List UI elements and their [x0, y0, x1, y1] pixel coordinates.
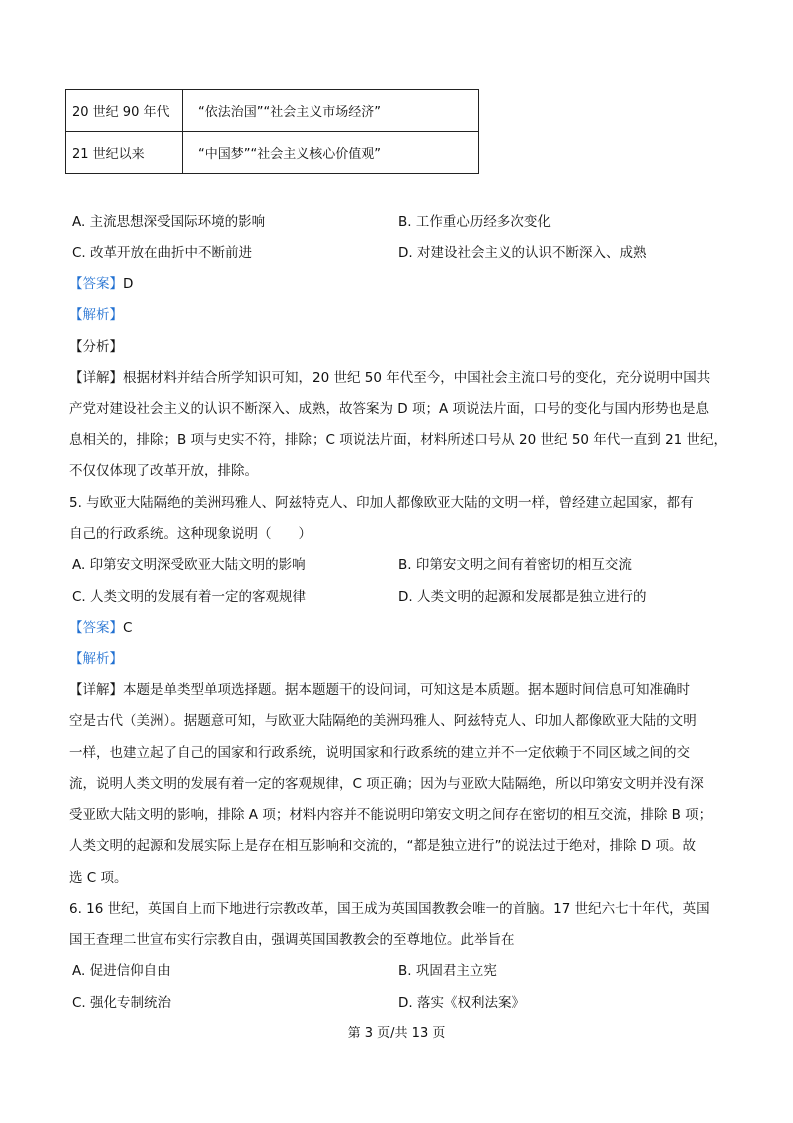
table-cell-period: 21 世纪以来	[66, 132, 183, 174]
detail-tag: 【详解】	[69, 682, 123, 698]
q5-stem-line-1: 5. 与欧亚大陆隔绝的美洲玛雅人、阿兹特克人、印加人都像欧亚大陆的文明一样，曾经建立起国家，都有	[69, 495, 694, 511]
q4-detail-line-4: 不仅仅体现了改革开放，排除。	[69, 463, 258, 479]
q5-detail-line-3: 一样，也建立起了自己的国家和行政系统，说明国家和行政系统的建立并不一定依赖于不同区域之间的交	[69, 745, 690, 761]
q6-option-a: A. 促进信仰自由	[72, 963, 171, 979]
page-footer: 第 3 页/共 13 页	[347, 1026, 446, 1041]
q5-detail-line-4: 流，说明人类文明的发展有着一定的客观规律，C 项正确；因为与亚欧大陆隔绝，所以印第安文明并没有深	[69, 776, 704, 792]
q6-stem-line-2: 国王查理二世宣布实行宗教自由，强调英国国教教会的至尊地位。此举旨在	[69, 932, 515, 948]
slogan-table	[65, 89, 479, 174]
q4-option-d: D. 对建设社会主义的认识不断深入、成熟	[398, 245, 647, 261]
q5-detail-line-2: 空是古代（美洲）。据题意可知，与欧亚大陆隔绝的美洲玛雅人、阿兹特克人、印加人都像欧亚大陆的文明	[69, 713, 697, 729]
q4-fenxi-tag: 【分析】	[69, 339, 123, 355]
answer-tag: 【答案】	[69, 620, 123, 636]
q5-detail-line-7: 选 C 项。	[69, 870, 128, 886]
q6-option-c: C. 强化专制统治	[72, 995, 172, 1011]
q5-answer-line	[69, 618, 132, 638]
q5-option-c: C. 人类文明的发展有着一定的客观规律	[72, 589, 307, 605]
q5-option-d: D. 人类文明的起源和发展都是独立进行的	[398, 589, 647, 605]
q5-answer: C	[123, 620, 133, 636]
q4-answer: D	[123, 276, 134, 292]
table-row	[66, 90, 479, 132]
q6-stem-line-1: 6. 16 世纪，英国自上而下地进行宗教改革，国王成为英国国教教会唯一的首脑。17 世纪六七十年代，英国	[69, 901, 710, 917]
answer-tag: 【答案】	[69, 276, 123, 292]
table-cell-period: 20 世纪 90 年代	[66, 90, 183, 132]
q6-option-b: B. 巩固君主立宪	[398, 963, 497, 979]
detail-tag: 【详解】	[69, 370, 123, 386]
q4-option-a: A. 主流思想深受国际环境的影响	[72, 214, 266, 230]
q5-detail-line-1	[69, 680, 690, 700]
q5-detail-line-6: 人类文明的起源和发展实际上是存在相互影响和交流的，“都是独立进行”的说法过于绝对，排除 D 项。故	[69, 838, 696, 854]
q4-answer-line	[69, 274, 133, 294]
q4-detail-line-3: 息相关的，排除；B 项与史实不符，排除；C 项说法片面，材料所述口号从 20 世纪 50 年代一直到 21 世纪，	[69, 432, 728, 448]
q5-option-a: A. 印第安文明深受欧亚大陆文明的影响	[72, 557, 306, 573]
q5-detail-line-5: 受亚欧大陆文明的影响，排除 A 项；材料内容并不能说明印第安文明之间存在密切的相互交流，排除 B 项；	[69, 807, 713, 823]
detail-text: 根据材料并结合所学知识可知，20 世纪 50 年代至今，中国社会主流口号的变化，充分说明中国共	[123, 370, 711, 386]
q4-detail-line-2: 产党对建设社会主义的认识不断深入、成熟，故答案为 D 项；A 项说法片面，口号的变化与国内形势也是息	[69, 401, 710, 417]
q5-analysis-tag: 【解析】	[69, 651, 123, 667]
q4-option-c: C. 改革开放在曲折中不断前进	[72, 245, 253, 261]
q5-stem-line-2: 自己的行政系统。这种现象说明（ ）	[69, 526, 312, 542]
table-row	[66, 132, 479, 174]
table-cell-slogans: “中国梦”“社会主义核心价值观”	[183, 132, 479, 174]
detail-text: 本题是单类型单项选择题。据本题题干的设问词，可知这是本质题。据本题时间信息可知准确时	[123, 682, 690, 698]
table-cell-slogans: “依法治国”“社会主义市场经济”	[183, 90, 479, 132]
q6-option-d: D. 落实《权利法案》	[398, 995, 525, 1011]
q4-detail-line-1	[69, 368, 710, 388]
q4-analysis-tag: 【解析】	[69, 307, 123, 323]
q4-option-b: B. 工作重心历经多次变化	[398, 214, 551, 230]
q5-option-b: B. 印第安文明之间有着密切的相互交流	[398, 557, 632, 573]
